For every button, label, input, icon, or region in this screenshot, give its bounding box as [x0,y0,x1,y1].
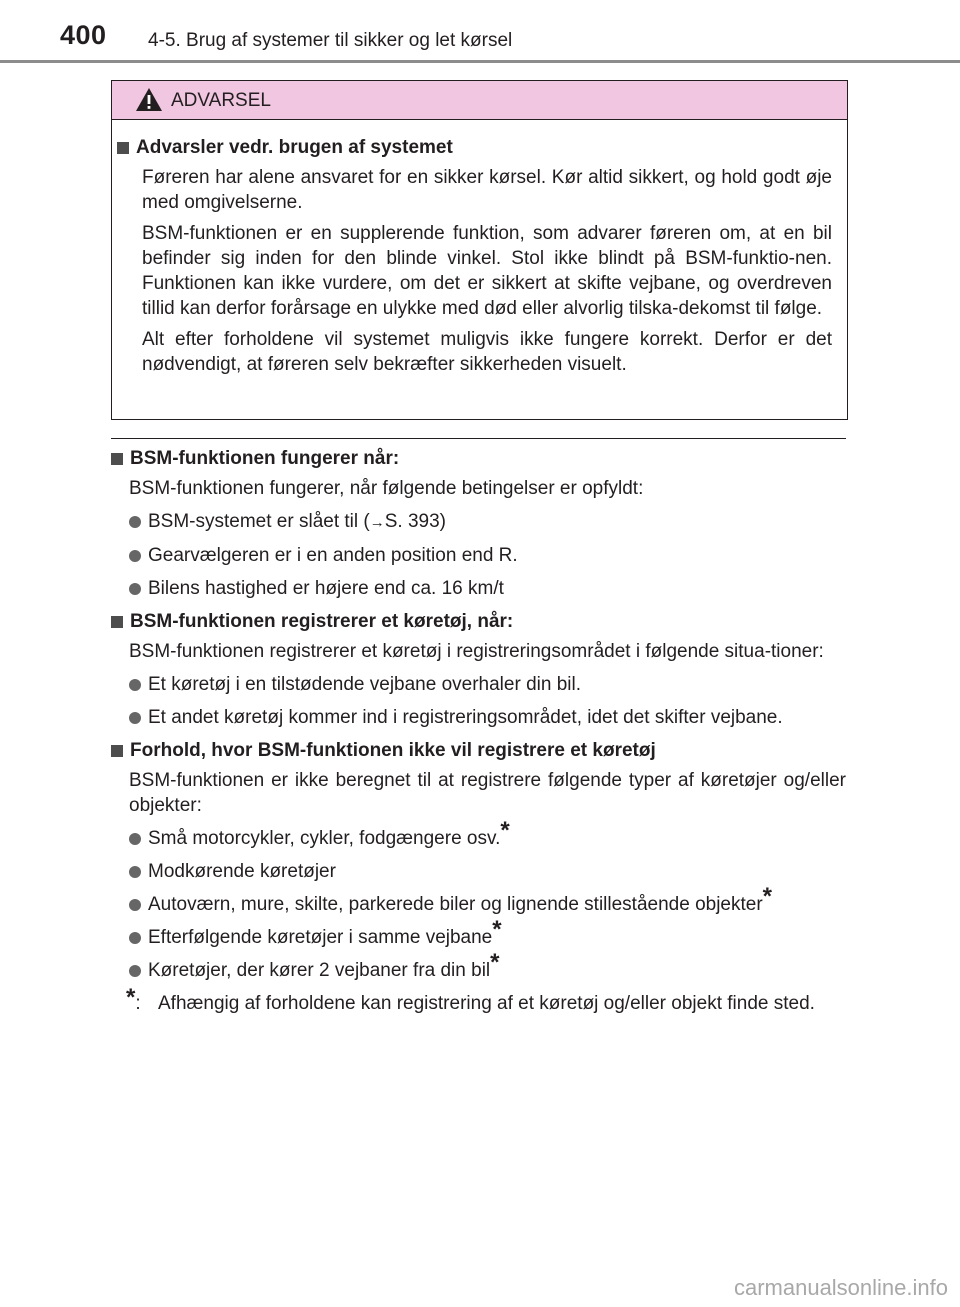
chapter-title: 4-5. Brug af systemer til sikker og let kørsel [148,30,513,51]
list-item [129,576,846,601]
warning-paragraph: Føreren har alene ansvaret for en sikker kørsel. Kør altid sikkert, og hold godt øje med omgivelserne. [142,167,832,213]
list-item-label: Autoværn, mure, skilte, parkerede biler og lignende stillestående objekter [148,894,763,915]
page-reference: S. 393) [384,511,446,532]
section-heading [111,446,846,472]
main-content [111,446,846,1016]
footnote-asterisk: * [500,817,510,844]
list-item-text: Et andet køretøj kommer ind i registreringsområdet, idet det skifter vejbane. [148,707,783,728]
footnote-asterisk: * [492,916,502,943]
circle-bullet-icon [129,932,141,944]
section-heading-text: BSM-funktionen fungerer når: [130,448,400,469]
circle-bullet-icon [129,679,141,691]
circle-bullet-icon [129,583,141,595]
list-item [129,949,846,983]
warning-heading-text: Advarsler vedr. brugen af systemet [136,137,453,158]
square-bullet-icon [111,745,123,757]
footnote [126,984,846,1016]
warning-box [111,80,848,420]
footnote-separator: : [135,993,141,1014]
list-item-text [148,949,500,983]
list-item [129,916,846,950]
warning-heading [117,135,832,161]
circle-bullet-icon [129,866,141,878]
footnote-asterisk: * [126,984,136,1011]
header-rule [0,60,960,63]
page-header [0,0,960,64]
warning-label: ADVARSEL [171,90,271,111]
list-item-label: Små motorcykler, cykler, fodgængere osv. [148,828,501,849]
circle-bullet-icon [129,833,141,845]
section-heading [111,738,846,764]
list-item-label: Køretøjer, der kører 2 vejbaner fra din bil [148,960,491,981]
circle-bullet-icon [129,965,141,977]
list-item-text: Bilens hastighed er højere end ca. 16 km/t [148,578,504,599]
square-bullet-icon [111,453,123,465]
warning-body [112,120,847,377]
list-item [129,705,846,730]
section-intro: BSM-funktionen fungerer, når følgende betingelser er opfyldt: [129,478,644,499]
footnote-marker [126,984,158,1016]
list-item-text [148,916,502,950]
list-item-text: Gearvælgeren er i en anden position end R. [148,545,518,566]
list-item [129,543,846,568]
section-intro: BSM-funktionen registrerer et køretøj i registreringsområdet i følgende situa-tioner: [129,641,824,662]
section-heading-text: Forhold, hvor BSM-funktionen ikke vil registrere et køretøj [130,740,656,761]
list-item [129,883,846,917]
warning-paragraph: BSM-funktionen er en supplerende funktion, som advarer føreren om, at en bil befinder sig inden for den blinde vinkel. Stol ikke blindt på BSM-funktio-nen. Funktionen kan ikke vurdere, om det er sikkert at skifte vejbane, og overdreven tillid kan derfor forårsage en ulykke med død eller alvorlig tilska-dekomst til følge. [142,223,832,319]
watermark: carmanualsonline.info [733,1275,948,1300]
section-heading-text: BSM-funktionen registrerer et køretøj, når: [130,611,514,632]
list-item-text: Et køretøj i en tilstødende vejbane overhaler din bil. [148,674,581,695]
section-divider [111,438,846,439]
list-item [129,817,846,851]
footnote-text: Afhængig af forholdene kan registrering af et køretøj og/eller objekt finde sted. [158,993,815,1014]
square-bullet-icon [117,142,129,154]
square-bullet-icon [111,616,123,628]
circle-bullet-icon [129,899,141,911]
section-heading [111,609,846,635]
circle-bullet-icon [129,712,141,724]
warning-header [112,81,847,120]
footnote-asterisk: * [490,949,500,976]
list-item-text [148,883,773,917]
arrow-right-icon: → [369,514,385,531]
circle-bullet-icon [129,516,141,528]
list-item [129,672,846,697]
warning-triangle-icon [135,87,163,112]
list-item-text [148,817,510,851]
list-item-text-pre: BSM-systemet er slået til ( [148,511,370,532]
list-item [129,509,846,535]
circle-bullet-icon [129,550,141,562]
section-intro: BSM-funktionen er ikke beregnet til at registrere følgende typer af køretøjer og/eller objekter: [129,770,846,816]
list-item-label: Efterfølgende køretøjer i samme vejbane [148,927,493,948]
warning-paragraph: Alt efter forholdene vil systemet muligvis ikke fungere korrekt. Derfor er det nødvendigt, at føreren selv bekræfter sikkerheden visuelt. [142,329,832,375]
list-item-text [148,509,446,535]
page-number: 400 [60,20,107,50]
footnote-asterisk: * [762,883,773,910]
list-item-text: Modkørende køretøjer [148,861,336,882]
list-item [129,859,846,884]
